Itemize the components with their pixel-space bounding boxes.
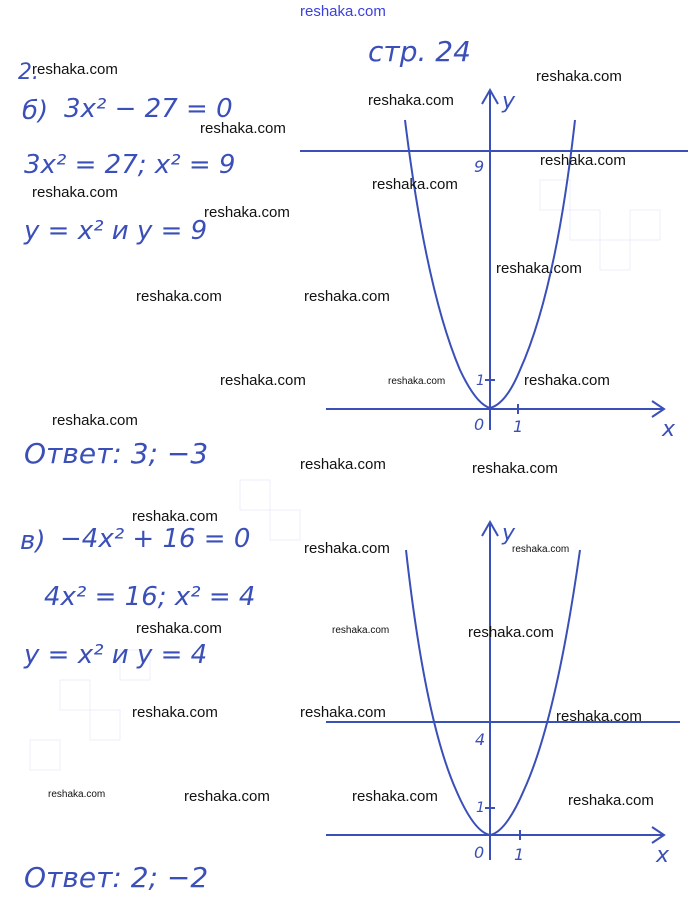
watermark: reshaka.com: [52, 412, 138, 429]
graph1-level-label: 9: [474, 157, 485, 176]
graph1-y-tick-label: 1: [476, 373, 485, 389]
watermark: reshaka.com: [304, 540, 390, 557]
watermark: reshaka.com: [372, 176, 458, 193]
part-v-equation: −4x² + 16 = 0: [60, 524, 251, 554]
watermark: reshaka.com: [368, 92, 454, 109]
page-ref: стр. 24: [368, 35, 471, 68]
watermark: reshaka.com: [136, 620, 222, 637]
watermark: reshaka.com: [556, 708, 642, 725]
watermark: reshaka.com: [524, 372, 610, 389]
watermark: reshaka.com: [136, 288, 222, 305]
part-b-label: б): [22, 96, 49, 126]
part-v-answer: Ответ: 2; −2: [24, 861, 209, 894]
watermark: reshaka.com: [496, 260, 582, 277]
watermark: reshaka.com: [536, 68, 622, 85]
part-b-step1: 3x² = 27; x² = 9: [24, 150, 236, 180]
watermark: reshaka.com: [32, 61, 118, 78]
watermark: reshaka.com: [300, 704, 386, 721]
watermark: reshaka.com: [132, 508, 218, 525]
graph2-level-label: 4: [475, 730, 486, 749]
watermark: reshaka.com: [304, 288, 390, 305]
watermark: reshaka.com: [512, 544, 570, 555]
graph2-y-label: y: [502, 521, 516, 546]
site-header[interactable]: reshaka.com: [300, 3, 386, 20]
part-b-equation: 3x² − 27 = 0: [64, 94, 233, 124]
watermark: reshaka.com: [352, 788, 438, 805]
graph1-x-tick-label: 1: [513, 417, 524, 436]
watermark: reshaka.com: [540, 152, 626, 169]
watermark: reshaka.com: [220, 372, 306, 389]
watermark: reshaka.com: [300, 456, 386, 473]
task-number: 2.: [18, 60, 39, 85]
watermark: reshaka.com: [32, 184, 118, 201]
watermark: reshaka.com: [332, 625, 390, 636]
graph1-x-label: x: [662, 417, 676, 442]
watermark: reshaka.com: [472, 460, 558, 477]
watermark: reshaka.com: [132, 704, 218, 721]
watermark: reshaka.com: [200, 120, 286, 137]
graph1-y-label: y: [502, 89, 516, 114]
watermark: reshaka.com: [48, 789, 106, 800]
part-b-functions: y = x² и y = 9: [24, 216, 208, 246]
watermark: reshaka.com: [184, 788, 270, 805]
part-v-label: в): [20, 526, 46, 556]
graph1-origin: 0: [474, 415, 485, 434]
watermark: reshaka.com: [204, 204, 290, 221]
watermark: reshaka.com: [568, 792, 654, 809]
graph2-origin: 0: [474, 843, 485, 862]
graph2-y-tick-label: 1: [476, 800, 485, 816]
graph2-x-label: x: [656, 843, 670, 868]
graph2-x-tick-label: 1: [514, 845, 525, 864]
part-v-step1: 4x² = 16; x² = 4: [44, 582, 256, 612]
watermark: reshaka.com: [388, 376, 446, 387]
watermark: reshaka.com: [468, 624, 554, 641]
part-b-answer: Ответ: 3; −3: [24, 437, 209, 470]
part-v-functions: y = x² и y = 4: [24, 640, 208, 670]
